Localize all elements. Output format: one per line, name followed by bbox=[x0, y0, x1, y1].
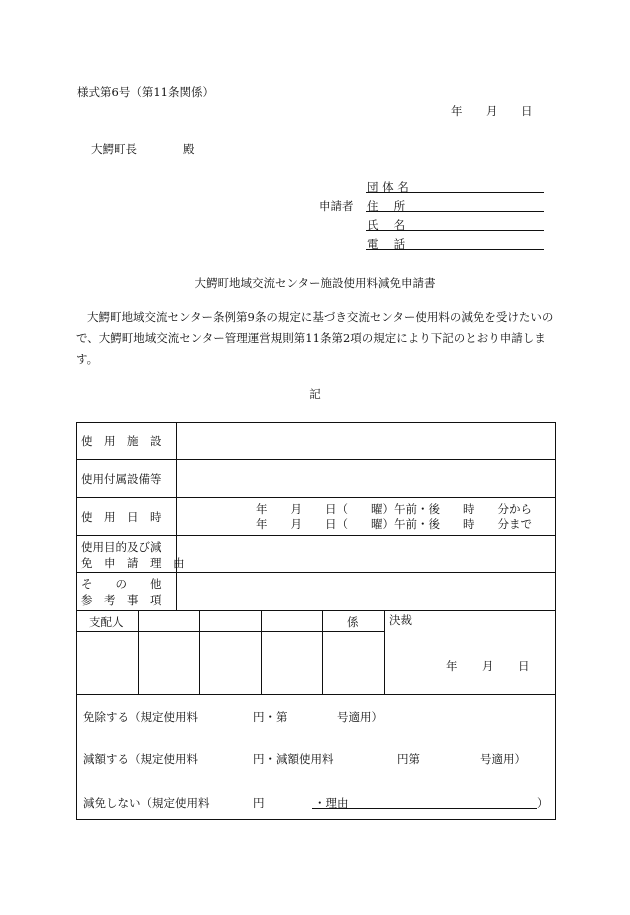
datetime-to: 年 月 日（ 曜）午前・後 時 分まで bbox=[256, 517, 532, 531]
applicant-underline-address bbox=[366, 211, 544, 212]
date-month: 月 bbox=[486, 104, 498, 118]
exempt-reduce-label: 減額する（規定使用料 bbox=[83, 752, 198, 766]
applicant-underline-group-name bbox=[366, 192, 544, 193]
applicant-underline-name bbox=[366, 230, 544, 231]
date-year: 年 bbox=[451, 104, 463, 118]
clerk-label: 係 bbox=[347, 615, 359, 629]
body-paragraph: 大鰐町地域交流センター条例第9条の規定に基づき交流センター使用料の減免を受けたいので、大鰐町地域交流センター管理運営規則第11条第2項の規定により下記のとおり申請します。 bbox=[76, 310, 554, 366]
exempt-none-label: 減免しない（規定使用料 bbox=[83, 796, 210, 810]
applicant-underline-phone bbox=[366, 249, 544, 250]
exempt-reduce-yen2: 円第 bbox=[397, 752, 420, 766]
applicant-field-name: 氏 名 bbox=[367, 218, 406, 232]
applicant-field-address: 住 所 bbox=[367, 199, 406, 213]
decision-day: 日 bbox=[518, 659, 530, 673]
approval-col-5 bbox=[384, 610, 385, 694]
decision-label: 決裁 bbox=[389, 613, 412, 627]
approval-header-line bbox=[76, 631, 384, 632]
exempt-none-yen: 円 bbox=[253, 796, 265, 810]
exempt-none-reason: ・理由 bbox=[314, 796, 349, 810]
manager-label: 支配人 bbox=[89, 615, 124, 629]
decision-year: 年 bbox=[446, 659, 458, 673]
applicant-label: 申請者 bbox=[319, 199, 354, 213]
row-line-3 bbox=[76, 535, 556, 536]
decision-month: 月 bbox=[482, 659, 494, 673]
label-column-divider bbox=[176, 422, 177, 610]
exempt-full-yen: 円・第 bbox=[253, 710, 288, 724]
addressee-name: 大鰐町長 bbox=[91, 142, 137, 156]
row-line-4 bbox=[76, 572, 556, 573]
form-number: 様式第6号（第11条関係） bbox=[77, 85, 214, 99]
purpose-label-2: 免 申 請 理 由 bbox=[81, 556, 185, 570]
applicant-field-phone: 電 話 bbox=[367, 237, 406, 251]
exempt-full-applied: 号適用） bbox=[337, 710, 383, 724]
row-line-1 bbox=[76, 459, 556, 460]
row-line-5 bbox=[76, 610, 556, 611]
approval-col-4 bbox=[322, 610, 323, 694]
other-label-1: そ の 他 bbox=[81, 577, 162, 591]
exempt-none-close: ） bbox=[537, 796, 549, 810]
exempt-none-reason-underline bbox=[312, 808, 537, 809]
approval-col-3 bbox=[261, 610, 262, 694]
approval-col-1 bbox=[138, 610, 139, 694]
other-label-2: 参 考 事 項 bbox=[81, 593, 162, 607]
addressee-honorific: 殿 bbox=[183, 142, 195, 156]
document-title: 大鰐町地域交流センター施設使用料減免申請書 bbox=[194, 276, 436, 290]
row-line-2 bbox=[76, 497, 556, 498]
exempt-reduce-applied: 号適用） bbox=[480, 752, 526, 766]
ki-label: 記 bbox=[309, 387, 321, 401]
datetime-label: 使 用 日 時 bbox=[81, 510, 162, 524]
datetime-from: 年 月 日（ 曜）午前・後 時 分から bbox=[256, 502, 532, 516]
equipment-label: 使用付属設備等 bbox=[81, 472, 162, 486]
exempt-full-label: 免除する（規定使用料 bbox=[83, 710, 198, 724]
exempt-reduce-yen: 円・減額使用料 bbox=[253, 752, 334, 766]
applicant-field-group-name: 団 体 名 bbox=[367, 180, 409, 194]
approval-col-2 bbox=[199, 610, 200, 694]
date-day: 日 bbox=[521, 104, 533, 118]
purpose-label-1: 使用目的及び減 bbox=[81, 540, 162, 554]
approval-bottom-line bbox=[76, 694, 556, 695]
facility-label: 使 用 施 設 bbox=[81, 434, 162, 448]
